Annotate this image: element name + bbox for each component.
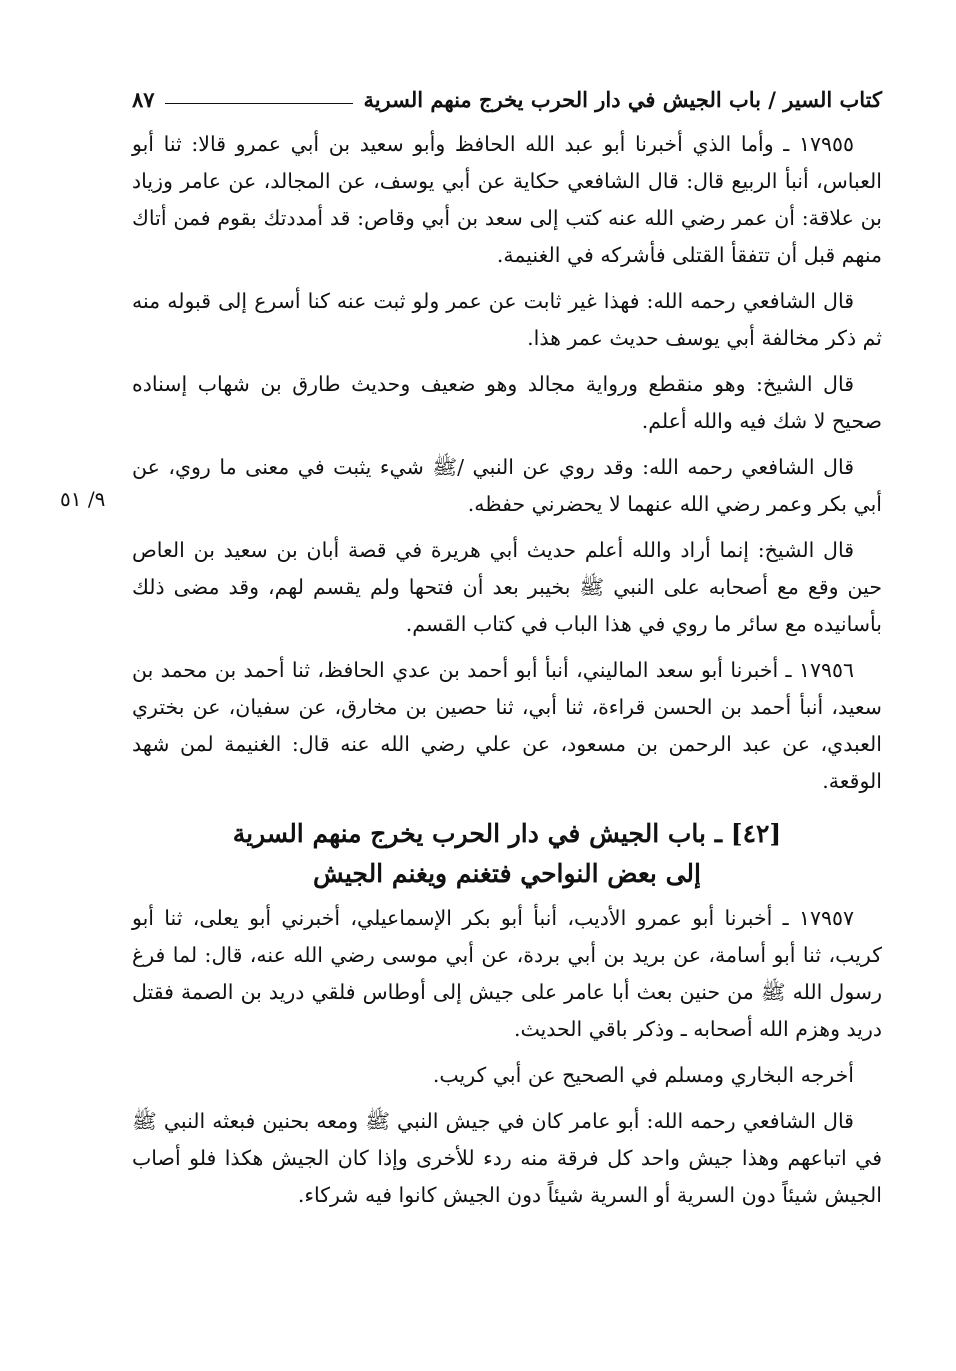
section-heading: [132, 814, 882, 894]
header-rule: [165, 103, 354, 104]
paragraph-shafii-comment-2: قال الشافعي رحمه الله: وقد روي عن النبي /ﷺ شيء يثبت في معنى ما روي، عن أبي بكر وعمر رضي الله عنهما لا يحضرني حفظه.: [132, 455, 882, 516]
paragraph-hadith-17956: ١٧٩٥٦ ـ أخبرنا أبو سعد الماليني، أنبأ أبو أحمد بن عدي الحافظ، ثنا أحمد بن محمد بن سعيد، أنبأ أحمد بن الحسن قراءة، ثنا أبي، ثنا حصين بن مخارق، عن سفيان، عن بختري العبدي، عن عبد الرحمن بن مسعود، عن علي رضي الله عنه قال: الغنيمة لمن شهد الوقعة.: [132, 658, 882, 793]
paragraph-takhrij: أخرجه البخاري ومسلم في الصحيح عن أبي كريب.: [432, 1063, 854, 1087]
page-body: [132, 126, 882, 1223]
header-title: كتاب السير / باب الجيش في دار الحرب يخرج منهم السرية: [363, 86, 882, 112]
running-header: [132, 84, 882, 114]
section-heading-line-2: إلى بعض النواحي فتغنم ويغنم الجيش: [313, 859, 701, 888]
paragraph-hadith-17957: ١٧٩٥٧ ـ أخبرنا أبو عمرو الأديب، أنبأ أبو بكر الإسماعيلي، أخبرني أبو يعلى، ثنا أبو كريب، ثنا أبو أسامة، عن بريد بن أبي بردة، عن أبي موسى رضي الله عنه، قال: لما فرغ رسول الله ﷺ من حنين بعث أبا عامر على جيش إلى أوطاس فلقي دريد بن الصمة فقتل دريد وهزم الله أصحابه ـ وذكر باقي الحديث.: [132, 906, 882, 1041]
section-heading-line-1: [٤٢] ـ باب الجيش في دار الحرب يخرج منهم السرية: [232, 819, 782, 848]
paragraph-hadith-17955: ١٧٩٥٥ ـ وأما الذي أخبرنا أبو عبد الله الحافظ وأبو سعيد بن أبي عمرو قالا: ثنا أبو العباس، أنبأ الربيع قال: قال الشافعي حكاية عن أبي يوسف، عن المجالد، عن عامر وزياد بن علاقة: أن عمر رضي الله عنه كتب إلى سعد بن أبي وقاص: قد أمددتك بقوم فمن أتاك منهم قبل أن تتفقأ القتلى فأشركه في الغنيمة.: [132, 132, 882, 267]
margin-volume-note: ٩/ ٥١: [60, 487, 106, 511]
paragraph-shafii-comment-3: قال الشافعي رحمه الله: أبو عامر كان في جيش النبي ﷺ ومعه بحنين فبعثه النبي ﷺ في اتباعهم وهذا جيش واحد كل فرقة منه ردء للأخرى وإذا كان الجيش هكذا فلو أصاب الجيش شيئاً دون السرية أو السرية شيئاً دون الجيش كانوا فيه شركاء.: [132, 1109, 882, 1207]
paragraph-shaykh-comment-2: قال الشيخ: إنما أراد والله أعلم حديث أبي هريرة في قصة أبان بن سعيد بن العاص حين وقع مع أصحابه على النبي ﷺ بخيبر بعد أن فتحها ولم يقسم لهم، وقد مضى ذلك بأسانيده مع سائر ما روي في هذا الباب في كتاب القسم.: [132, 538, 882, 636]
paragraph-shafii-comment-1: قال الشافعي رحمه الله: فهذا غير ثابت عن عمر ولو ثبت عنه كنا أسرع إلى قبوله منه ثم ذكر مخالفة أبي يوسف حديث عمر هذا.: [132, 289, 882, 350]
page-number: ٨٧: [132, 86, 155, 112]
paragraph-shaykh-comment-1: قال الشيخ: وهو منقطع ورواية مجالد وهو ضعيف وحديث طارق بن شهاب إسناده صحيح لا شك فيه والله أعلم.: [132, 372, 882, 433]
